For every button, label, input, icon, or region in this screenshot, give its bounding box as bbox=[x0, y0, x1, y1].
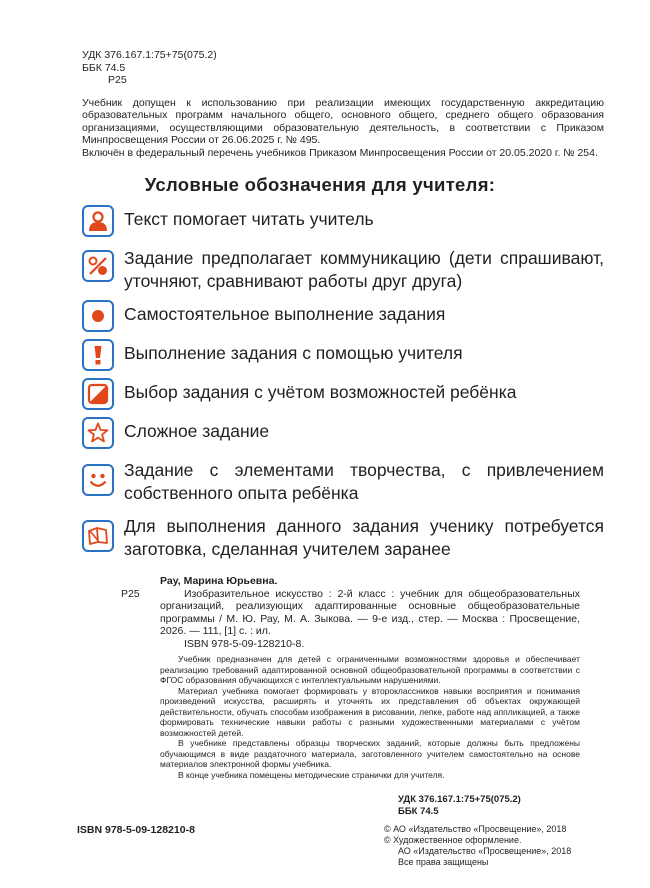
bib-code: Р25 bbox=[121, 587, 140, 600]
bib-isbn: ISBN 978-5-09-128210-8. bbox=[184, 637, 305, 650]
udk-code: УДК 376.167.1:75+75(075.2) bbox=[82, 49, 217, 61]
bibliographic-entry bbox=[121, 575, 604, 780]
annotation-paragraph: Учебник предназначен для детей с ограниченными возможностями здоровья и обеспечивает реализацию требований адаптированной основной общеобразовательной программы в соответствии с ФГОС образования обучающихся с интеллектуальными нарушениями. bbox=[160, 654, 580, 685]
annotation-paragraph: Материал учебника помогает формировать у второклассников навыки восприятия и понимания произведений искусства, расширять и уточнять их представления об объектах окружающей действительности, обучать способам изображения в рисовании, лепке, работе над аппликацией, а также формировать технические навыки работы с разными художественными материалами с учётом возможностей детей. bbox=[160, 685, 580, 738]
bib-annotation bbox=[160, 654, 580, 780]
copyright-line: © АО «Издательство «Просвещение», 2018 bbox=[384, 824, 567, 834]
legend-item bbox=[82, 417, 604, 449]
legend-item bbox=[82, 244, 604, 293]
legend-text: Задание с элементами творчества, с привлечением собственного опыта ребёнка bbox=[124, 460, 604, 503]
federal-list-paragraph: Включён в федеральный перечень учебников Приказом Минпросвещения России от 20.05.2020 г. № 254. bbox=[82, 146, 598, 159]
copyright-line: © Художественное оформление. bbox=[384, 835, 522, 845]
legend-text: Выбор задания с учётом возможностей ребёнка bbox=[124, 382, 517, 402]
footer-classification bbox=[398, 794, 604, 818]
bbk-code: ББК 74.5 bbox=[82, 61, 126, 74]
footer-row bbox=[77, 824, 604, 868]
smile-icon bbox=[82, 464, 114, 496]
classification-header bbox=[82, 49, 604, 87]
legend-title: Условные обозначения для учителя: bbox=[144, 174, 496, 195]
annotation-paragraph: В учебнике представлены образцы творческих заданий, которые должны быть предложены обучающимся в виде раздаточного материала, заготовленного учителем самостоятельно на основе материалов электронной формы учебника. bbox=[160, 738, 580, 769]
star-icon bbox=[82, 417, 114, 449]
author-mark: Р25 bbox=[108, 74, 127, 86]
legend-text: Текст помогает читать учитель bbox=[124, 209, 374, 229]
exclamation-icon bbox=[82, 339, 114, 371]
approval-text bbox=[82, 97, 604, 160]
footer bbox=[77, 794, 604, 868]
person-icon bbox=[82, 205, 114, 237]
legend-text: Выполнение задания с помощью учителя bbox=[124, 343, 463, 363]
legend-item bbox=[82, 512, 604, 561]
bib-author: Рау, Марина Юрьевна. bbox=[160, 575, 278, 587]
communication-icon bbox=[82, 250, 114, 282]
legend-text: Сложное задание bbox=[124, 421, 270, 441]
bib-body bbox=[160, 588, 580, 781]
legend-list bbox=[82, 205, 604, 561]
dot-icon bbox=[82, 300, 114, 332]
footer-udk: УДК 376.167.1:75+75(075.2) bbox=[398, 794, 521, 805]
approval-paragraph: Учебник допущен к использованию при реализации имеющих государственную аккредитацию образовательных программ начального общего, основного общего, среднего общего образования организациями, осуществляющими образовательную деятельность, в соответствии с Приказом Минпросвещения России от 26.06.2025 г. № 495. bbox=[82, 96, 604, 146]
book-icon bbox=[82, 520, 114, 552]
footer-isbn: ISBN 978-5-09-128210-8 bbox=[77, 824, 195, 836]
footer-bbk: ББК 74.5 bbox=[398, 806, 439, 817]
legend-item bbox=[82, 456, 604, 505]
legend-item bbox=[82, 339, 604, 371]
copyright-block bbox=[384, 824, 571, 868]
legend-item bbox=[82, 378, 604, 410]
annotation-paragraph: В конце учебника помещены методические странички для учителя. bbox=[178, 769, 445, 780]
legend-text: Для выполнения данного задания ученику потребуется заготовка, сделанная учителем заранее bbox=[124, 516, 604, 559]
half-square-icon bbox=[82, 378, 114, 410]
legend-item bbox=[82, 205, 604, 237]
legend-text: Самостоятельное выполнение задания bbox=[124, 304, 446, 324]
legend-item bbox=[82, 300, 604, 332]
bib-description: Изобразительное искусство : 2-й класс : учебник для общеобразовательных организаций, реализующих адаптированные основные общеобразовательные программы / М. Ю. Рау, М. А. Зыкова. — 9-е изд., стер. — Москва : Просвещение, 2026. — 111, [1] с. : ил. bbox=[160, 587, 580, 637]
copyright-line: АО «Издательство «Просвещение», 2018 bbox=[398, 846, 572, 856]
legend-text: Задание предполагает коммуникацию (дети спрашивают, уточняют, сравнивают работы друг друга) bbox=[124, 248, 604, 291]
copyright-line: Все права защищены bbox=[398, 857, 489, 867]
